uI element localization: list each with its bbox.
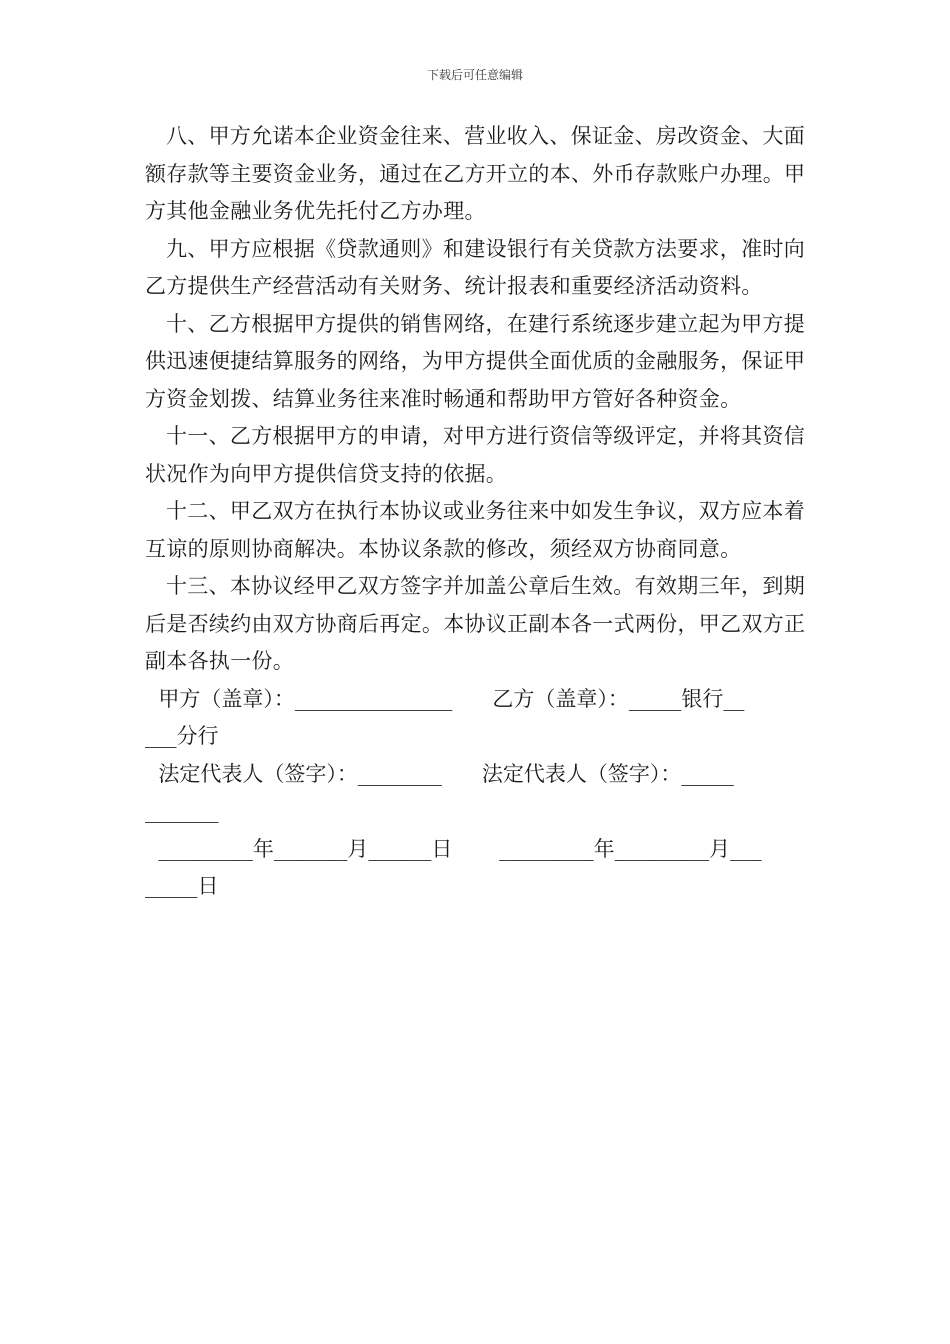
seal-line: 甲方（盖章）：_______________ 乙方（盖章）：_____银行__ — [145, 686, 745, 711]
header-note: 下载后可任意编辑 — [426, 68, 523, 82]
clause-13: 十三、本协议经甲乙双方签字并加盖公章后生效。有效期三年，到期后是否续约由双方协商后再定。本协议正副本各一式两份，甲乙双方正副本各执一份。 — [145, 574, 806, 673]
representative-line: 法定代表人（签字）：________ 法定代表人（签字）：_____ — [145, 761, 734, 786]
representative-line-continuation: _______ — [145, 799, 219, 823]
clause-12: 十二、甲乙双方在执行本协议或业务往来中如发生争议，双方应本着互谅的原则协商解决。本协议条款的修改，须经双方协商同意。 — [145, 499, 805, 561]
clause-8: 八、甲方允诺本企业资金往来、营业收入、保证金、房改资金、大面额存款等主要资金业务，通过在乙方开立的本、外币存款账户办理。甲方其他金融业务优先托付乙方办理。 — [145, 124, 806, 223]
signature-block — [145, 681, 825, 906]
date-line: _________年_______月______日 _________年_________月___ — [145, 836, 762, 861]
clause-9: 九、甲方应根据《贷款通则》和建设银行有关贷款方法要求，准时向乙方提供生产经营活动有关财务、统计报表和重要经济活动资料。 — [145, 236, 805, 298]
clause-11: 十一、乙方根据甲方的申请，对甲方进行资信等级评定，并将其资信状况作为向甲方提供信贷支持的依据。 — [145, 424, 805, 486]
clause-10: 十、乙方根据甲方提供的销售网络，在建行系统逐步建立起为甲方提供迅速便捷结算服务的网络，为甲方提供全面优质的金融服务，保证甲方资金划拨、结算业务往来准时畅通和帮助甲方管好各种资金。 — [145, 311, 806, 411]
document-body — [145, 118, 825, 906]
date-line-continuation: _____日 — [145, 874, 219, 898]
seal-line-continuation: ___分行 — [145, 724, 219, 748]
